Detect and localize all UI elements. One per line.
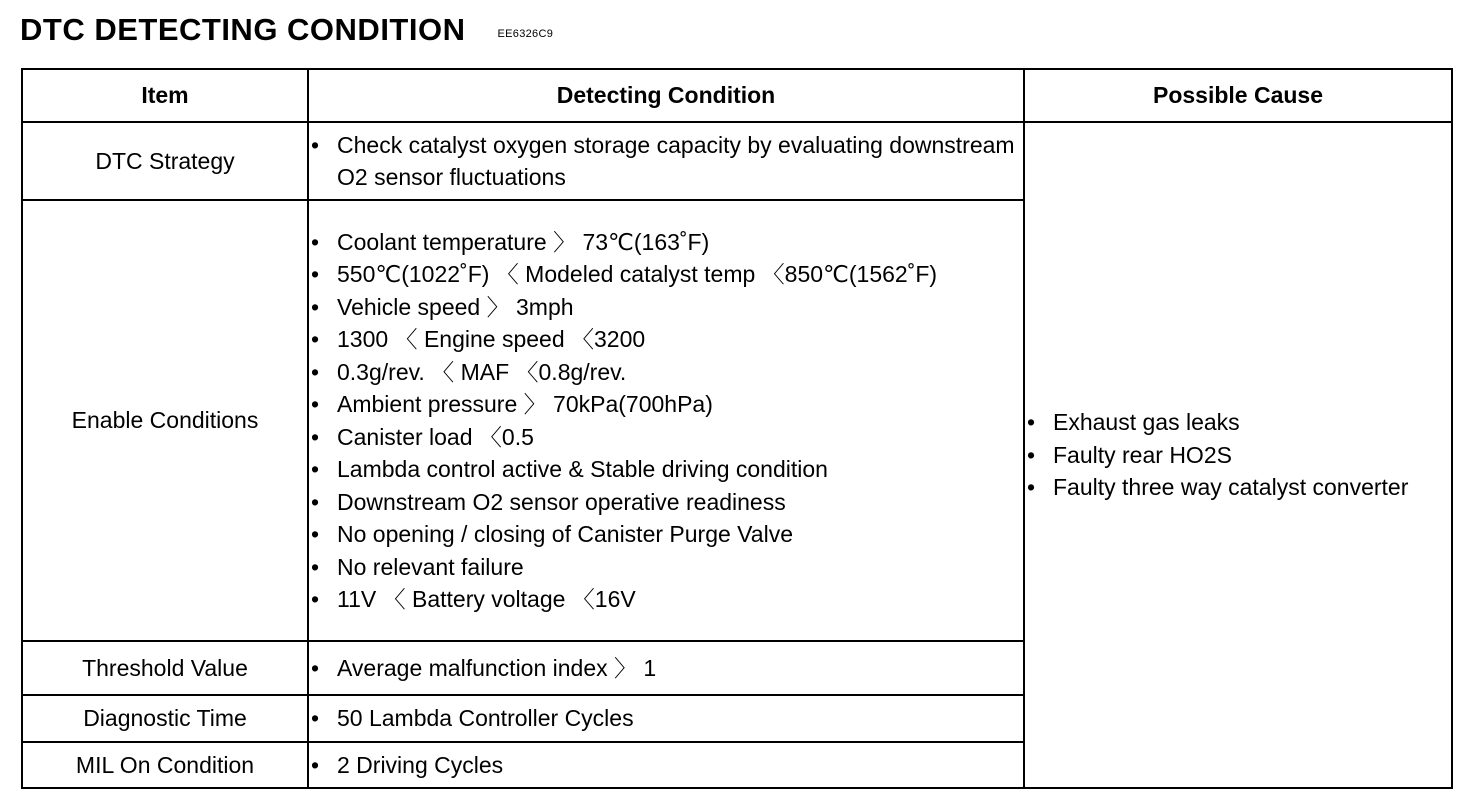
condition-list: [309, 652, 1023, 685]
column-header-item: Item: [22, 69, 308, 122]
document-code: EE6326C9: [497, 28, 554, 40]
condition-list: [309, 226, 1023, 616]
table-header-row: [22, 69, 1452, 122]
condition-list: [309, 129, 1023, 194]
possible-cause-list: [1025, 406, 1451, 504]
condition-item: • 50 Lambda Controller Cycles: [309, 702, 1023, 735]
condition-item: • Canister load 〈0.5: [309, 421, 1023, 454]
condition-item: • No relevant failure: [309, 551, 1023, 584]
column-header-detecting-condition: Detecting Condition: [308, 69, 1024, 122]
condition-cell: [308, 695, 1024, 742]
condition-item: • Ambient pressure 〉 70kPa(700hPa): [309, 388, 1023, 421]
condition-cell: [308, 641, 1024, 695]
condition-item: • Check catalyst oxygen storage capacity by evaluating downstream O2 sensor fluctuations: [309, 129, 1023, 194]
cause-item: • Exhaust gas leaks: [1025, 406, 1451, 439]
condition-list: [309, 702, 1023, 735]
item-cell: Diagnostic Time: [22, 695, 308, 742]
condition-item: • Average malfunction index 〉 1: [309, 652, 1023, 685]
title-row: [20, 8, 553, 52]
page-title: DTC DETECTING CONDITION: [20, 12, 466, 47]
condition-item: • Vehicle speed 〉 3mph: [309, 291, 1023, 324]
condition-item: • Lambda control active & Stable driving condition: [309, 453, 1023, 486]
dtc-table: [21, 68, 1453, 789]
condition-item: • Downstream O2 sensor operative readiness: [309, 486, 1023, 519]
condition-item: • 2 Driving Cycles: [309, 749, 1023, 782]
condition-item: • Coolant temperature 〉 73℃(163˚F): [309, 226, 1023, 259]
item-cell: MIL On Condition: [22, 742, 308, 788]
item-cell: Enable Conditions: [22, 200, 308, 641]
condition-item: • 11V 〈 Battery voltage 〈16V: [309, 583, 1023, 616]
table-row-dtc-strategy: [22, 122, 1452, 200]
item-cell: DTC Strategy: [22, 122, 308, 200]
condition-cell: [308, 200, 1024, 641]
condition-item: • No opening / closing of Canister Purge Valve: [309, 518, 1023, 551]
possible-cause-cell: [1024, 122, 1452, 788]
item-cell: Threshold Value: [22, 641, 308, 695]
cause-item: • Faulty rear HO2S: [1025, 439, 1451, 472]
cause-item: • Faulty three way catalyst converter: [1025, 471, 1451, 504]
condition-item: • 0.3g/rev. 〈 MAF 〈0.8g/rev.: [309, 356, 1023, 389]
condition-list: [309, 749, 1023, 782]
condition-cell: [308, 742, 1024, 788]
condition-item: • 1300 〈 Engine speed 〈3200: [309, 323, 1023, 356]
condition-item: • 550℃(1022˚F) 〈 Modeled catalyst temp 〈850℃(1562˚F): [309, 258, 1023, 291]
column-header-possible-cause: Possible Cause: [1024, 69, 1452, 122]
condition-cell: [308, 122, 1024, 200]
